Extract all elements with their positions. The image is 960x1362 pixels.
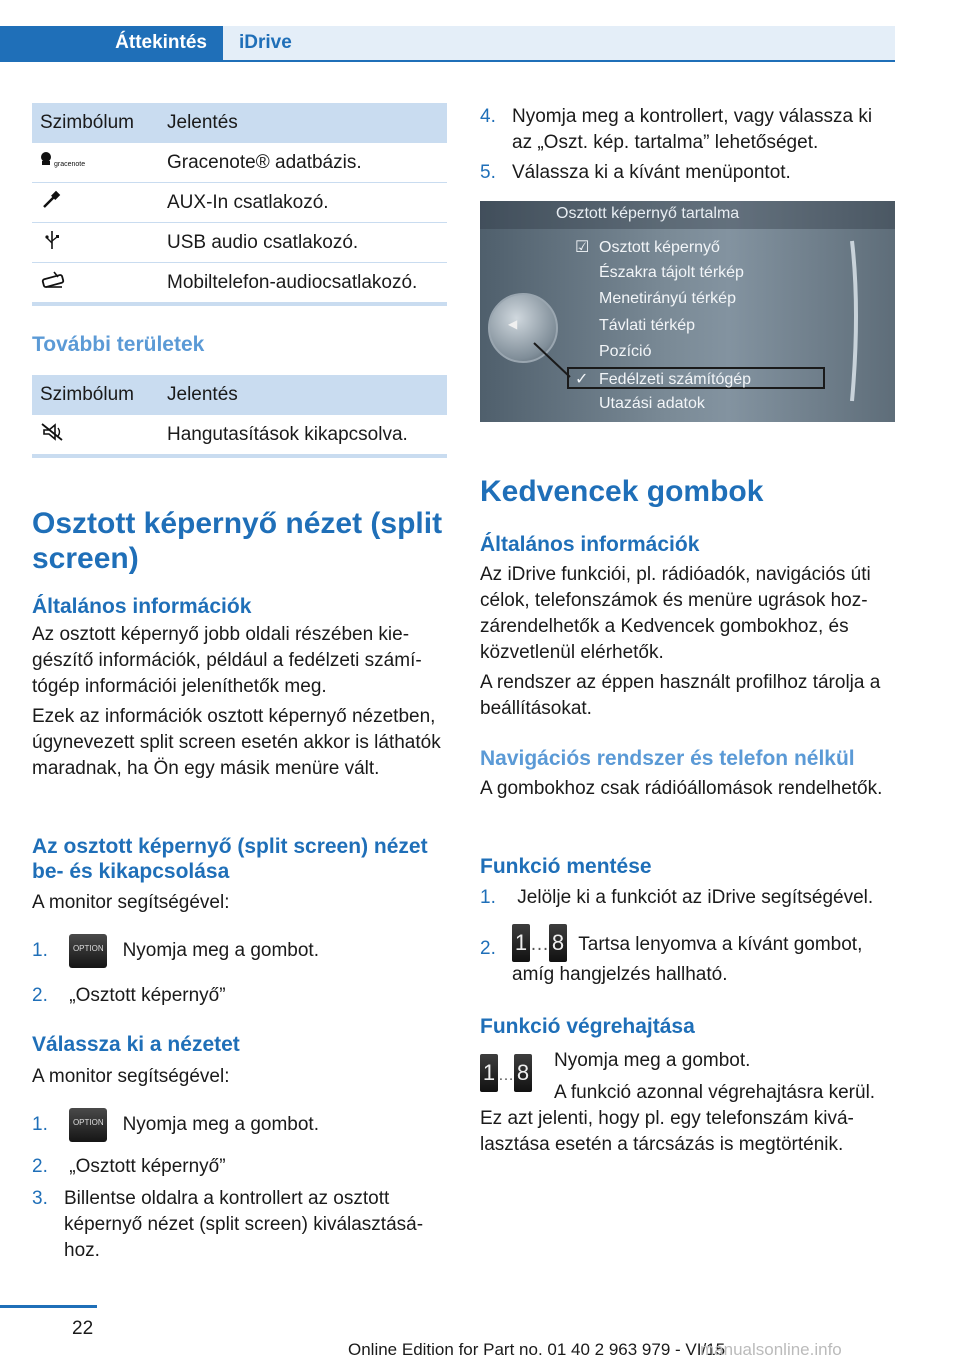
column-header: Szimbólum (32, 103, 167, 143)
menu-label: Fedélzeti számítógép (599, 371, 752, 388)
menu-item[interactable] (575, 237, 835, 257)
dots: … (530, 934, 549, 955)
table-row (32, 263, 447, 305)
section-title: Osztott képernyő nézet (split screen) (32, 507, 443, 575)
list-number: 5. (480, 162, 496, 183)
subsection-title: Funkció végrehajtása (480, 1015, 695, 1038)
list-number: 2. (480, 938, 496, 959)
menu-item[interactable]: Távlati térkép (599, 317, 696, 334)
menu-item[interactable]: Menetirányú térkép (599, 290, 736, 307)
edition-text: Online Edition for Part no. 01 40 2 963 979 - VI/15 (348, 1340, 726, 1359)
menu-item[interactable]: Északra tájolt térkép (599, 264, 744, 281)
paragraph: Nyomja meg a gombot. (554, 1050, 751, 1071)
idrive-screen-image (480, 201, 895, 422)
list-number: 2. (32, 1156, 48, 1177)
watermark: manualsonline.info (700, 1340, 842, 1359)
column-header: Jelentés (167, 103, 447, 143)
table-row (32, 143, 447, 183)
paragraph: A rendszer az éppen használt profilhoz tárolja a beállításokat. (480, 672, 881, 719)
list-text: Jelölje ki a funkciót az iDrive segítségével. (517, 887, 874, 908)
list-item (480, 104, 895, 156)
table-cell: Mobiltelefon-audiocsatlakozó. (167, 263, 447, 305)
list-item (32, 983, 226, 1009)
list-text: Tartsa lenyomva a kívánt gombot, amíg hangjelzés hallható. (512, 934, 863, 985)
tab-label: Áttekintés (115, 32, 207, 53)
subsection-title: Funkció mentése (480, 855, 652, 878)
subsection-title: Általános információk (32, 595, 252, 618)
option-button-icon: OPTION (69, 1108, 107, 1142)
list-text: Nyomja meg a kontrollert, vagy válassza ki az „Oszt. kép. tartalma” lehetőséget. (512, 106, 873, 153)
table-row (32, 223, 447, 263)
menu-item[interactable]: Pozíció (599, 343, 652, 360)
table-cell: AUX-In csatlakozó. (167, 183, 447, 223)
table-row (32, 183, 447, 223)
paragraph: Ez azt jelenti, hogy pl. egy telefonszám kiválasztása esetén a tárcsázás is megtörténik. (480, 1108, 854, 1155)
list-text: „Osztott képernyő” (69, 985, 226, 1006)
list-number: 3. (32, 1188, 48, 1209)
section-title: Kedvencek gombok (480, 475, 764, 508)
table-cell: Gracenote® adatbázis. (167, 143, 447, 183)
table-row (32, 415, 447, 456)
favorite-buttons-icon (480, 1054, 546, 1094)
list-number: 2. (32, 985, 48, 1006)
list-number: 1. (32, 1114, 48, 1136)
check-icon: ☑ (575, 239, 590, 256)
list-number: 4. (480, 106, 496, 127)
list-item (32, 1108, 319, 1142)
page-number: 22 (72, 1318, 94, 1339)
dots: … (498, 1067, 514, 1084)
favorite-button-1-icon: 1 (512, 924, 530, 962)
screen-title: Osztott képernyő tartalma (556, 205, 740, 222)
paragraph: A monitor segítségével: (32, 1066, 230, 1087)
paragraph: Az iDrive funkciói, pl. rádióadók, navigációs úti célok, telefonszámok és menüre ugrások hozzárendelhetők a Kedvencek gombokhoz, és közvetlenül elérhetők. (480, 564, 871, 663)
usb-icon (40, 229, 64, 257)
aux-in-icon (40, 189, 64, 217)
list-text: Nyomja meg a gombot. (122, 940, 319, 962)
gracenote-logo-text: gracenote (54, 160, 86, 168)
menu-label: Osztott képernyő (599, 239, 720, 256)
subsection-title: Navigációs rendszer és telefon nélkül (480, 747, 855, 770)
paragraph: A monitor segítségével: (32, 892, 230, 913)
list-text: Válassza ki a kívánt menüpontot. (512, 162, 791, 183)
list-item (32, 1154, 226, 1180)
menu-item[interactable] (575, 369, 835, 389)
list-text: „Osztott képernyő” (69, 1156, 226, 1177)
menu-item[interactable]: Utazási adatok (599, 395, 705, 412)
arrow-left-icon: ◀ (508, 317, 518, 331)
list-text: Nyomja meg a gombot. (122, 1114, 319, 1136)
tab-attekintes[interactable] (0, 26, 223, 60)
subsection-title: Az osztott képernyő (split screen) nézet be- és kikapcsolása (32, 835, 428, 883)
paragraph: Ezek az információk osztott képernyő nézetben, úgynevezett split screen esetén akkor is láthatók maradnak, ha Ön egy másik menüre vált. (32, 706, 441, 779)
section-heading: További területek (32, 333, 205, 356)
list-number: 1. (32, 940, 48, 962)
check-icon: ✓ (575, 371, 589, 388)
table-cell: Hangutasítások kikapcsolva. (167, 415, 447, 456)
column-header: Jelentés (167, 375, 447, 415)
option-button-icon: OPTION (69, 934, 107, 968)
tab-label: iDrive (239, 32, 292, 53)
tab-idrive[interactable] (223, 26, 895, 60)
favorite-button-1-icon: 1 (480, 1054, 498, 1092)
list-item (480, 885, 895, 911)
favorite-button-8-icon: 8 (549, 924, 567, 962)
subsection-title: Általános információk (480, 533, 700, 556)
list-text: Billentse oldalra a kontrollert az osztott képernyő nézet (split screen) kiválasztásához. (64, 1188, 424, 1261)
list-item (480, 924, 895, 988)
mobile-audio-icon (40, 269, 68, 297)
list-item (32, 934, 319, 968)
favorite-button-8-icon: 8 (514, 1054, 532, 1092)
column-header: Szimbólum (32, 375, 167, 415)
voice-off-icon (40, 421, 66, 449)
symbol-table (32, 103, 447, 306)
paragraph: Az osztott képernyő jobb oldali részében kiegészítő információk, például a fedélzeti számítógép információi jeleníthetők meg. (32, 624, 422, 697)
symbol-table-2 (32, 375, 447, 458)
table-cell: USB audio csatlakozó. (167, 223, 447, 263)
subsection-title: Válassza ki a nézetet (32, 1033, 240, 1056)
list-item (32, 1186, 447, 1264)
footer-line (0, 1305, 97, 1308)
list-number: 1. (480, 887, 496, 908)
list-item (480, 160, 895, 186)
paragraph: A gombokhoz csak rádióállomások rendelhetők. (480, 778, 883, 799)
gracenote-icon (40, 149, 110, 177)
paragraph: A funkció azonnal végrehajtásra kerül. (554, 1082, 876, 1103)
